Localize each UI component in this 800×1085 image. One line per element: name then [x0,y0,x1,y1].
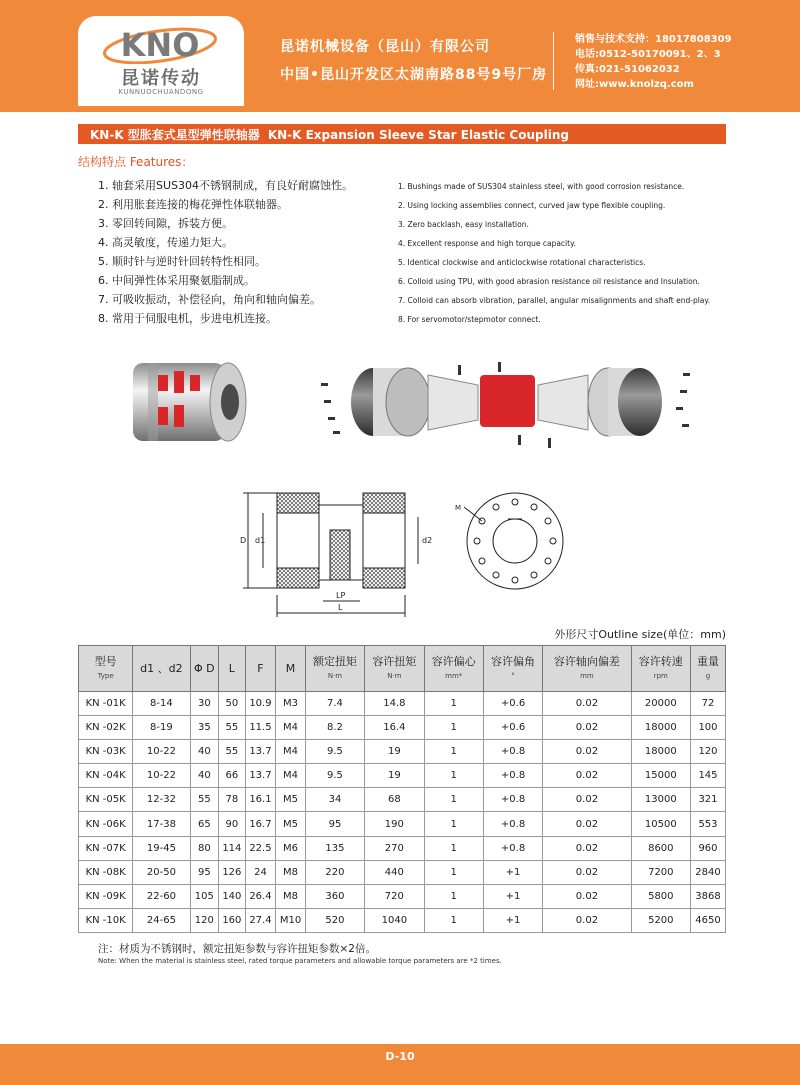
table-cell: 11.5 [245,716,276,740]
col-allowable-torque: 容许扭矩 N·m [365,646,424,692]
table-cell: 16.1 [245,788,276,812]
table-cell: 520 [305,908,364,932]
feature-item-en: 1. Bushings made of SUS304 stainless steel, with good corrosion resistance. [398,182,685,191]
table-cell: 24-65 [133,908,190,932]
table-cell: +0.8 [483,764,542,788]
col-speed: 容许转速 rpm [631,646,690,692]
table-cell: KN -07K [79,836,133,860]
table-cell: M8 [276,884,306,908]
feature-item-en: 4. Excellent response and high torque capacity. [398,239,576,248]
table-cell: 40 [190,764,219,788]
table-cell: 27.4 [245,908,276,932]
feature-item: 8. 常用于伺服电机，步进电机连接。 [98,312,277,325]
note-en: Note: When the material is stainless steel, rated torque parameters and allowable torque parameters are *2 times. [98,957,502,965]
table-cell: 1 [424,692,483,716]
col-f: F [245,646,276,692]
table-cell: +1 [483,908,542,932]
table-cell: KN -09K [79,884,133,908]
table-cell: 72 [690,692,725,716]
feature-item-en: 7. Colloid can absorb vibration, parallel, angular misalignments and shaft end-play. [398,296,711,305]
logo-english-text: KUNNUOCHUANDONG [118,88,204,96]
table-cell: 16.7 [245,812,276,836]
table-cell: 135 [305,836,364,860]
table-cell: 18000 [631,740,690,764]
table-cell: +0.8 [483,740,542,764]
col-diameter: Φ D [190,646,219,692]
feature-item-en: 2. Using locking assemblies connect, curved jaw type flexible coupling. [398,201,666,210]
table-cell: 10500 [631,812,690,836]
table-cell: 95 [305,812,364,836]
table-cell: +1 [483,860,542,884]
table-cell: M5 [276,812,306,836]
spec-table [78,645,726,933]
table-cell: 160 [219,908,246,932]
page-number: D-10 [385,1050,415,1063]
table-cell: 24 [245,860,276,884]
col-weight: 重量 g [690,646,725,692]
note-cn: 注：材质为不锈钢时，额定扭矩参数与容许扭矩参数×2倍。 [98,943,376,955]
kno-logo-mark [98,22,222,64]
table-cell: 7200 [631,860,690,884]
table-cell: 7.4 [305,692,364,716]
table-cell: 1 [424,908,483,932]
table-cell: 220 [305,860,364,884]
table-cell: 19-45 [133,836,190,860]
table-cell: 105 [190,884,219,908]
table-cell: 50 [219,692,246,716]
table-row [79,692,726,716]
table-cell: +0.8 [483,788,542,812]
table-cell: 360 [305,884,364,908]
logo-chinese-text: 昆诺传动 [121,68,201,89]
header-divider [553,32,554,90]
table-cell: 0.02 [543,692,631,716]
col-axial: 容许轴向偏差 mm [543,646,631,692]
feature-item-en: 8. For servomotor/stepmotor connect. [398,315,541,324]
phone-contact: 电话:0512-50170091、2、3 [575,49,721,60]
table-row [79,908,726,932]
table-cell: 10-22 [133,740,190,764]
table-cell: 270 [365,836,424,860]
feature-item: 5. 顺时针与逆时针回转特性相同。 [98,255,266,268]
table-cell: 34 [305,788,364,812]
dim-label-L: L [338,603,343,612]
table-cell: +0.6 [483,692,542,716]
table-cell: 1 [424,788,483,812]
website-link[interactable]: 网址:www.knolzq.com [575,79,694,90]
feature-item: 3. 零回转间隙，拆装方便。 [98,217,233,230]
table-cell: 126 [219,860,246,884]
table-cell: 12-32 [133,788,190,812]
table-cell: 13.7 [245,740,276,764]
table-cell: 16.4 [365,716,424,740]
table-cell: 65 [190,812,219,836]
col-m: M [276,646,306,692]
dim-label-d2: d2 [422,536,433,545]
contact-block [575,32,732,92]
table-cell: 5800 [631,884,690,908]
feature-item-en: 3. Zero backlash, easy installation. [398,220,529,229]
table-cell: 1 [424,836,483,860]
company-logo [78,16,244,106]
coupling-photo [133,363,246,441]
table-cell: 140 [219,884,246,908]
product-title-bar [78,124,726,144]
dim-label-LP: LP [336,591,346,600]
page-footer [0,1044,800,1085]
table-cell: 40 [190,740,219,764]
table-cell: 15000 [631,764,690,788]
table-cell: 14.8 [365,692,424,716]
table-cell: 145 [690,764,725,788]
table-cell: 66 [219,764,246,788]
table-cell: 78 [219,788,246,812]
table-cell: 10-22 [133,764,190,788]
feature-item-en: 6. Colloid using TPU, with good abrasion resistance oil resistance and Insulation. [398,277,700,286]
features-heading: 结构特点 Features： [78,155,194,169]
table-cell: 8-14 [133,692,190,716]
table-cell: 90 [219,812,246,836]
table-cell: M3 [276,692,306,716]
table-cell: 1 [424,884,483,908]
table-cell: 0.02 [543,716,631,740]
table-cell: M10 [276,908,306,932]
sales-contact: 销售与技术支持：18017808309 [575,34,732,45]
title-cn: KN-K 型胀套式星型弹性联轴器 [90,128,260,142]
table-cell: 20-50 [133,860,190,884]
table-cell: KN -10K [79,908,133,932]
table-cell: 80 [190,836,219,860]
features-list-cn [98,176,353,328]
table-cell: 1 [424,764,483,788]
table-cell: KN -01K [79,692,133,716]
table-cell: 120 [190,908,219,932]
table-cell: 120 [690,740,725,764]
table-cell: 440 [365,860,424,884]
table-cell: 1040 [365,908,424,932]
table-cell: 4650 [690,908,725,932]
table-cell: KN -04K [79,764,133,788]
table-cell: 553 [690,812,725,836]
table-cell: M6 [276,836,306,860]
table-cell: M5 [276,788,306,812]
col-length: L [219,646,246,692]
dim-label-M: M [455,504,462,512]
table-cell: 321 [690,788,725,812]
table-cell: 5200 [631,908,690,932]
table-cell: 55 [219,716,246,740]
feature-item-en: 5. Identical clockwise and anticlockwise rotational characteristics. [398,258,646,267]
feature-item: 2. 利用胀套连接的梅花弹性体联轴器。 [98,198,288,211]
product-illustrations [78,345,726,630]
table-cell: 0.02 [543,764,631,788]
table-cell: +1 [483,884,542,908]
table-cell: 9.5 [305,764,364,788]
page-header [0,0,800,112]
table-cell: +0.6 [483,716,542,740]
features-list-en [398,177,710,329]
title-en: KN-K Expansion Sleeve Star Elastic Coupling [267,128,569,142]
table-cell: M8 [276,860,306,884]
col-angle: 容许偏角 ° [483,646,542,692]
table-cell: 0.02 [543,908,631,932]
table-cell: M4 [276,764,306,788]
table-cell: 18000 [631,716,690,740]
col-type: 型号 Type [79,646,133,692]
table-cell: 26.4 [245,884,276,908]
table-cell: 0.02 [543,836,631,860]
table-cell: 55 [219,740,246,764]
company-name: 昆诺机械设备（昆山）有限公司 [280,39,490,55]
table-cell: M4 [276,740,306,764]
table-cell: KN -03K [79,740,133,764]
table-cell: KN -02K [79,716,133,740]
col-rated-torque: 额定扭矩 N·m [305,646,364,692]
table-cell: +0.8 [483,836,542,860]
table-cell: 10.9 [245,692,276,716]
table-cell: 0.02 [543,884,631,908]
svg-text:KNO: KNO [120,26,200,64]
table-row [79,836,726,860]
table-cell: 190 [365,812,424,836]
table-cell: 20000 [631,692,690,716]
table-cell: KN -08K [79,860,133,884]
table-cell: 95 [190,860,219,884]
table-row [79,716,726,740]
end-view-drawing [464,493,563,589]
table-cell: M4 [276,716,306,740]
table-cell: +0.8 [483,812,542,836]
table-cell: 19 [365,764,424,788]
section-drawing [243,493,418,617]
table-cell: 8-19 [133,716,190,740]
table-cell: 2840 [690,860,725,884]
table-cell: KN -05K [79,788,133,812]
table-header-row [79,646,726,692]
table-cell: 3868 [690,884,725,908]
dim-label-D: D [240,536,247,545]
table-row [79,860,726,884]
table-row [79,812,726,836]
table-cell: 22.5 [245,836,276,860]
exploded-view [321,362,690,448]
table-cell: 30 [190,692,219,716]
col-bore: d1 、d2 [133,646,190,692]
fax-contact: 传真:021-51062032 [575,64,680,75]
table-cell: 19 [365,740,424,764]
table-cell: 22-60 [133,884,190,908]
table-body [79,692,726,933]
table-cell: 1 [424,740,483,764]
feature-item: 7. 可吸收振动，补偿径向，角向和轴向偏差。 [98,293,321,306]
product-title [90,126,569,143]
table-cell: 1 [424,812,483,836]
table-row [79,788,726,812]
feature-item: 1. 轴套采用SUS304不锈钢制成，有良好耐腐蚀性。 [98,179,354,192]
table-cell: 960 [690,836,725,860]
feature-item: 4. 高灵敏度，传递力矩大。 [98,236,233,249]
table-cell: 13.7 [245,764,276,788]
table-cell: 8600 [631,836,690,860]
table-cell: 13000 [631,788,690,812]
table-cell: 55 [190,788,219,812]
company-address: 中国•昆山开发区太湖南路88号9号厂房 [280,67,548,83]
table-cell: KN -06K [79,812,133,836]
table-cell: 1 [424,716,483,740]
table-cell: 100 [690,716,725,740]
table-cell: 0.02 [543,788,631,812]
table-cell: 0.02 [543,860,631,884]
table-row [79,764,726,788]
table-cell: 720 [365,884,424,908]
outline-size-label: 外形尺寸Outline size(单位：mm) [554,628,726,641]
table-cell: 68 [365,788,424,812]
dim-label-d1: d1 [255,536,266,545]
table-cell: 8.2 [305,716,364,740]
table-row [79,740,726,764]
table-cell: 35 [190,716,219,740]
table-cell: 17-38 [133,812,190,836]
table-cell: 0.02 [543,812,631,836]
table-cell: 9.5 [305,740,364,764]
table-row [79,884,726,908]
feature-item: 6. 中间弹性体采用聚氨脂制成。 [98,274,255,287]
table-cell: 1 [424,860,483,884]
table-cell: 114 [219,836,246,860]
table-cell: 0.02 [543,740,631,764]
col-eccentricity: 容许偏心 mm* [424,646,483,692]
